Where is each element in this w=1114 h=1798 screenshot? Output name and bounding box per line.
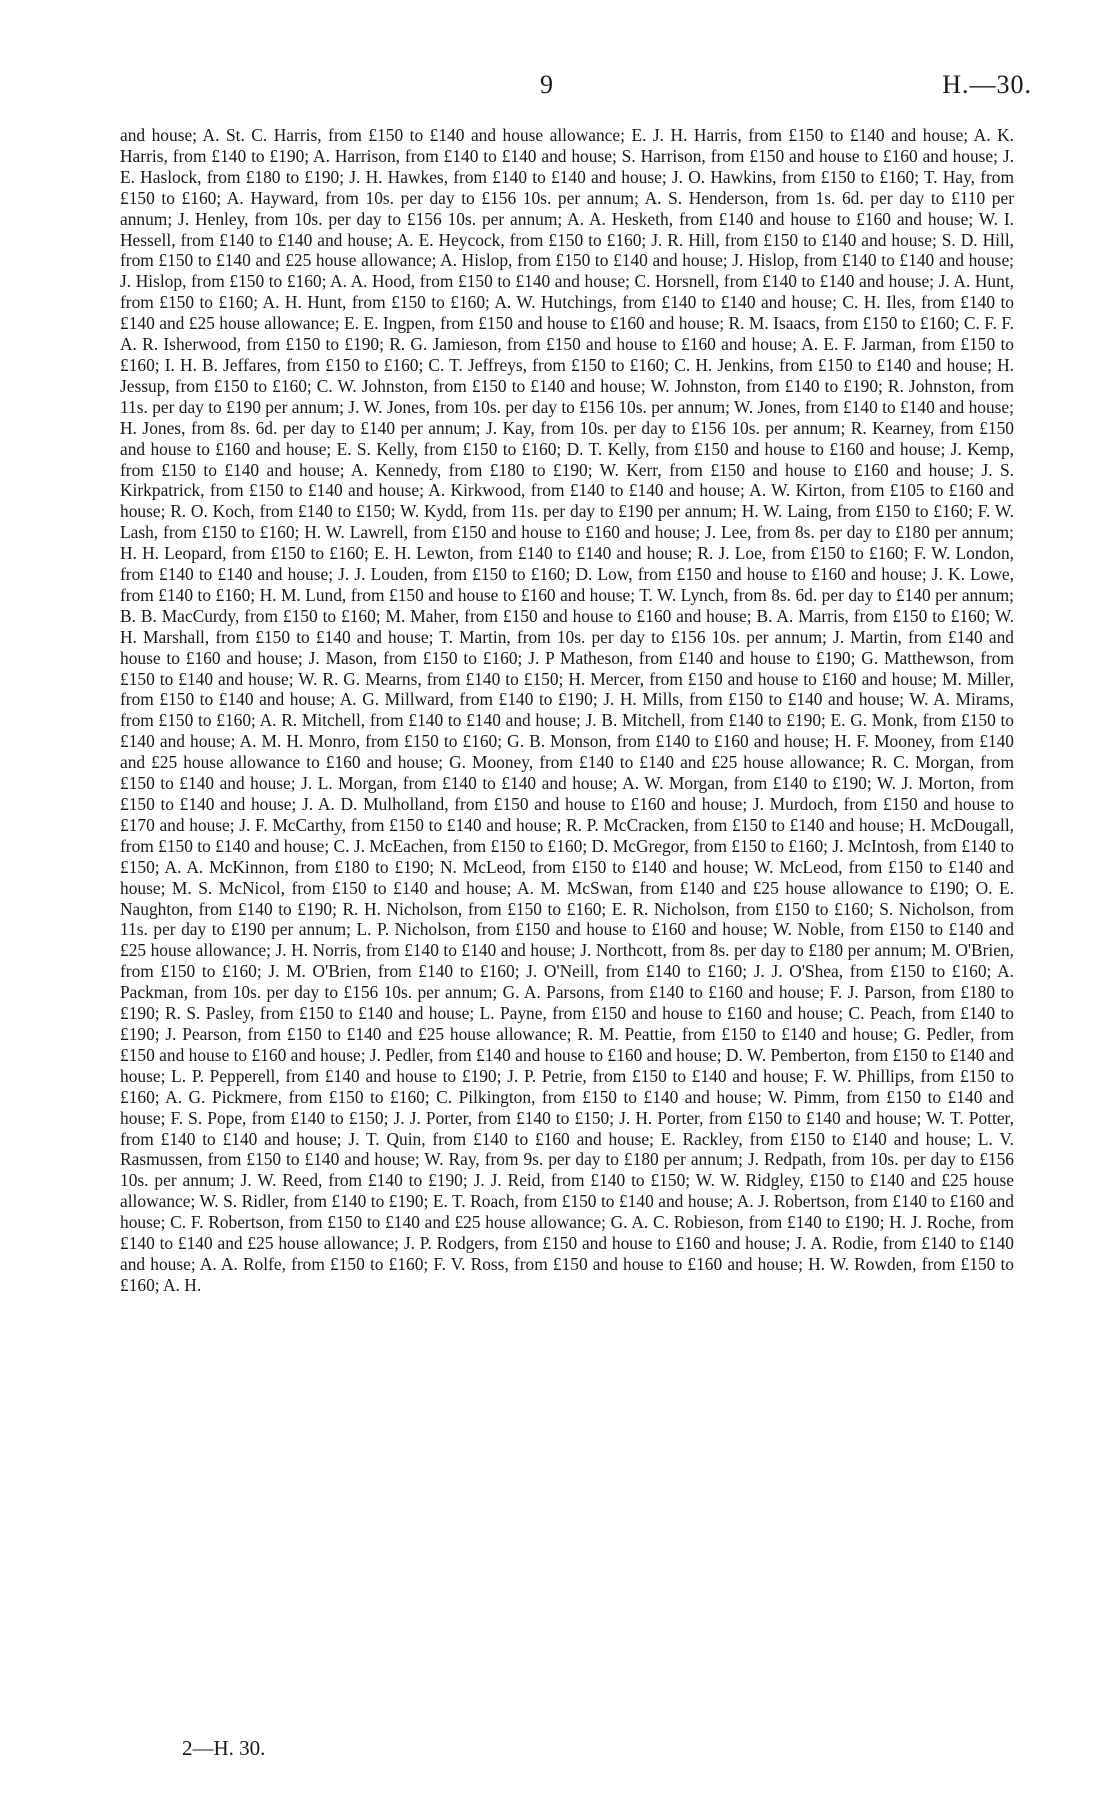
page-header [0,70,1114,110]
page-number: 9 [540,70,553,99]
signature-mark: 2—H. 30. [182,1736,266,1760]
body-paragraph: and house; A. St. C. Harris, from £150 to £140 and house allowance; E. J. H. Harris, from £150 to £140 and house; A. K. Harris, from £140 to £190; A. Harrison, from £140 to £140 and house; S. Harrison, from £150 and house to £160 and house; J. E. Haslock, from £180 to £190; J. H. Hawkes, from £140 to £140 and house; J. O. Hawkins, from £150 to £160; T. Hay, from £150 to £160; A. Hayward, from 10s. per day to £156 10s. per annum; A. S. Henderson, from 1s. 6d. per day to £110 per annum; J. Henley, from 10s. per day to £156 10s. per annum; A. A. Hesketh, from £140 and house to £160 and house; W. I. Hessell, from £140 to £140 and house; A. E. Heycock, from £150 to £160; J. R. Hill, from £150 to £140 and house; S. D. Hill, from £150 to £140 and £25 house allowance; A. Hislop, from £150 to £140 and house; J. Hislop, from £140 to £140 and house; J. Hislop, from £150 to £160; A. A. Hood, from £150 to £140 and house; C. Horsnell, from £140 to £140 and house; J. A. Hunt, from £150 to £160; A. H. Hunt, from £150 to £160; A. W. Hutchings, from £140 to £140 and house; C. H. Iles, from £140 to £140 and £25 house allowance; E. E. Ingpen, from £150 and house to £160 and house; R. M. Isaacs, from £150 to £160; C. F. F. A. R. Isherwood, from £150 to £190; R. G. Jamieson, from £150 and house to £160 and house; A. E. F. Jarman, from £150 to £160; I. H. B. Jeffares, from £150 to £160; C. T. Jeffreys, from £150 to £160; C. H. Jenkins, from £150 to £140 and house; H. Jessup, from £150 to £160; C. W. Johnston, from £150 to £140 and house; W. Johnston, from £140 to £190; R. Johnston, from 11s. per day to £190 per annum; J. W. Jones, from 10s. per day to £156 10s. per annum; W. Jones, from £140 to £140 and house; H. Jones, from 8s. 6d. per day to £140 per annum; J. Kay, from 10s. per day to £156 10s. per annum; R. Kearney, from £150 and house to £160 and house; E. S. Kelly, from £150 to £160; D. T. Kelly, from £150 and house to £160 and house; J. Kemp, from £150 to £140 and house; A. Kennedy, from £180 to £190; W. Kerr, from £150 and house to £160 and house; J. S. Kirkpatrick, from £150 to £140 and house; A. Kirkwood, from £140 to £140 and house; A. W. Kirton, from £105 to £160 and house; R. O. Koch, from £140 to £150; W. Kydd, from 11s. per day to £190 per annum; H. W. Laing, from £150 to £160; F. W. Lash, from £150 to £160; H. W. Lawrell, from £150 and house to £160 and house; J. Lee, from 8s. per day to £180 per annum; H. H. Leopard, from £150 to £160; E. H. Lewton, from £140 to £140 and house; R. J. Loe, from £150 to £160; F. W. London, from £140 to £140 and house; J. J. Louden, from £150 to £160; D. Low, from £150 and house to £160 and house; J. K. Lowe, from £140 to £160; H. M. Lund, from £150 and house to £160 and house; T. W. Lynch, from 8s. 6d. per day to £140 per annum; B. B. MacCurdy, from £150 to £160; M. Maher, from £150 and house to £160 and house; B. A. Marris, from £150 to £160; W. H. Marshall, from £150 to £140 and house; T. Martin, from 10s. per day to £156 10s. per annum; J. Martin, from £140 and house to £160 and house; J. Mason, from £150 to £160; J. P Matheson, from £140 and house to £190; G. Matthewson, from £150 to £140 and house; W. R. G. Mearns, from £140 to £150; H. Mercer, from £150 and house to £160 and house; M. Miller, from £150 to £140 and house; A. G. Millward, from £140 to £190; J. H. Mills, from £150 to £140 and house; W. A. Mirams, from £150 to £160; A. R. Mitchell, from £140 to £140 and house; J. B. Mitchell, from £140 to £190; E. G. Monk, from £150 to £140 and house; A. M. H. Monro, from £150 to £160; G. B. Monson, from £140 to £160 and house; H. F. Mooney, from £140 and £25 house allowance to £160 and house; G. Mooney, from £140 to £140 and £25 house allowance; R. C. Morgan, from £150 to £140 and house; J. L. Morgan, from £140 to £140 and house; A. W. Morgan, from £140 to £190; W. J. Morton, from £150 to £140 and house; J. A. D. Mulholland, from £150 and house to £160 and house; J. Murdoch, from £150 and house to £170 and house; J. F. McCarthy, from £150 to £140 and house; R. P. McCracken, from £150 to £140 and house; H. McDougall, from £150 to £140 and house; C. J. McEachen, from £150 to £160; D. McGregor, from £150 to £160; J. McIntosh, from £140 to £150; A. A. McKinnon, from £180 to £190; N. McLeod, from £150 to £140 and house; W. McLeod, from £150 to £140 and house; M. S. McNicol, from £150 to £140 and house; A. M. McSwan, from £140 and £25 house allowance to £190; O. E. Naughton, from £140 to £190; R. H. Nicholson, from £150 to £160; E. R. Nicholson, from £150 to £160; S. Nicholson, from 11s. per day to £190 per annum; L. P. Nicholson, from £150 and house to £160 and house; W. Noble, from £150 to £140 and £25 house allowance; J. H. Norris, from £140 to £140 and house; J. Northcott, from 8s. per day to £180 per annum; M. O'Brien, from £150 to £160; J. M. O'Brien, from £140 to £160; J. O'Neill, from £140 to £160; J. J. O'Shea, from £150 to £160; A. Packman, from 10s. per day to £156 10s. per annum; G. A. Parsons, from £140 to £160 and house; F. J. Parson, from £180 to £190; R. S. Pasley, from £150 to £140 and house; L. Payne, from £150 and house to £160 and house; C. Peach, from £140 to £190; J. Pearson, from £150 to £140 and £25 house allowance; R. M. Peattie, from £150 to £140 and house; G. Pedler, from £150 and house to £160 and house; J. Pedler, from £140 and house to £160 and house; D. W. Pemberton, from £150 to £140 and house; L. P. Pepperell, from £140 and house to £190; J. P. Petrie, from £150 to £140 and house; F. W. Phillips, from £150 to £160; A. G. Pickmere, from £150 to £160; C. Pilkington, from £150 to £140 and house; W. Pimm, from £150 to £140 and house; F. S. Pope, from £140 to £150; J. J. Porter, from £140 to £150; J. H. Porter, from £150 to £140 and house; W. T. Potter, from £140 to £140 and house; J. T. Quin, from £140 to £160 and house; E. Rackley, from £150 to £140 and house; L. V. Rasmussen, from £150 to £140 and house; W. Ray, from 9s. per day to £180 per annum; J. Redpath, from 10s. per day to £156 10s. per annum; J. W. Reed, from £140 to £190; J. J. Reid, from £140 to £150; W. W. Ridgley, £150 to £140 and £25 house allowance; W. S. Ridler, from £140 to £190; E. T. Roach, from £150 to £140 and house; A. J. Robertson, from £140 to £160 and house; C. F. Robertson, from £150 to £140 and £25 house allowance; G. A. C. Robieson, from £140 to £190; H. J. Roche, from £140 to £140 and £25 house allowance; J. P. Rodgers, from £150 and house to £160 and house; J. A. Rodie, from £140 to £140 and house; A. A. Rolfe, from £150 to £160; F. V. Ross, from £150 and house to £160 and house; H. W. Rowden, from £150 to £160; A. H. [120,125,1014,1295]
document-code: H.—30. [942,70,1032,99]
